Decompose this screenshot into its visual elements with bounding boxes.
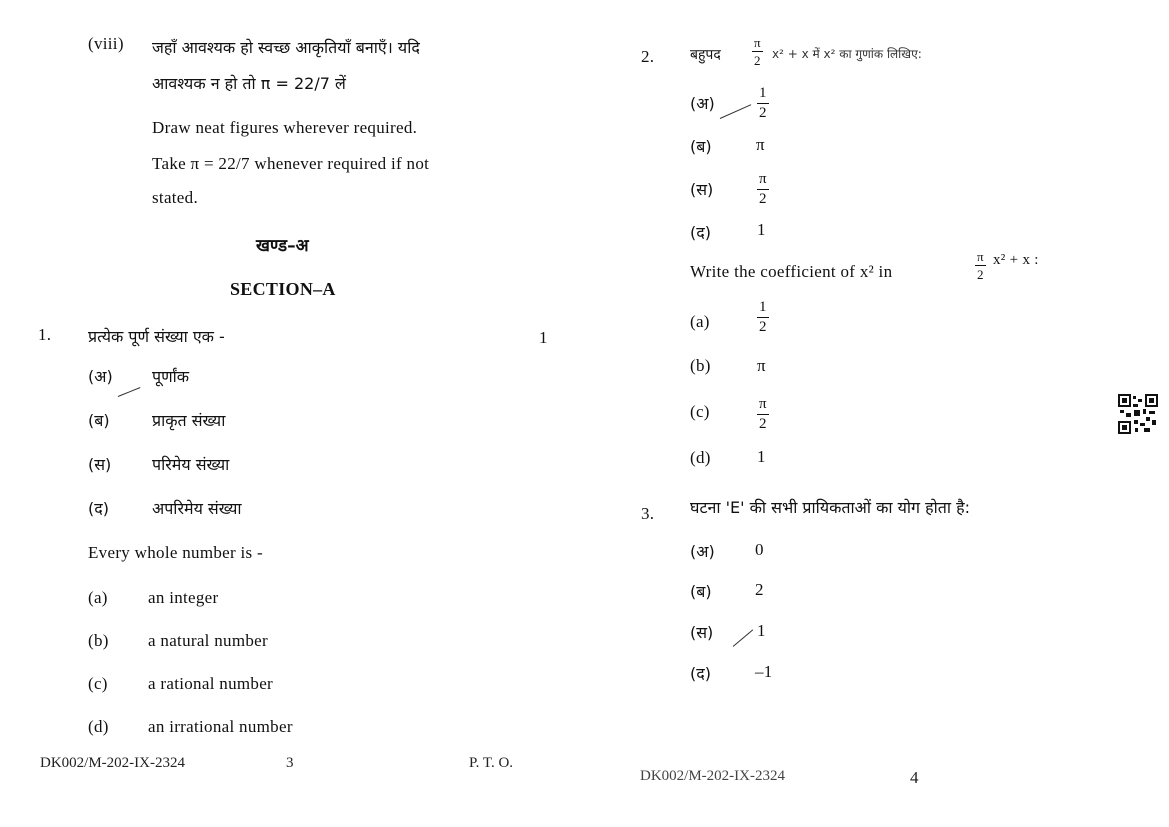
- q1-option-hindi-label: (द): [88, 499, 109, 518]
- footer-page-number: 4: [910, 768, 919, 787]
- q1-option-english-text: a natural number: [148, 631, 268, 650]
- q2-option-hindi-value: 1: [757, 220, 766, 239]
- q1-option-english-text: an integer: [148, 588, 219, 607]
- q2-hindi-prefix: बहुपद: [690, 47, 721, 63]
- fraction-denominator: 2: [754, 53, 761, 68]
- q2-fraction: [752, 36, 763, 67]
- q1-option-hindi-text: अपरिमेय संख्या: [152, 499, 242, 518]
- q1-marks: 1: [539, 328, 548, 347]
- q1-option-english-text: a rational number: [148, 674, 273, 693]
- footer-pto: P. T. O.: [469, 755, 514, 771]
- q2-option-hindi-label: (स): [690, 180, 714, 199]
- q1-option-hindi-label: (स): [88, 455, 112, 474]
- q3-option-label: (अ): [690, 542, 715, 561]
- fraction-denominator: 2: [759, 105, 767, 121]
- q3-number: 3.: [641, 504, 655, 523]
- section-title-english: SECTION–A: [230, 279, 336, 299]
- q3-option-value: –1: [755, 662, 773, 681]
- q3-option-value: 0: [755, 540, 764, 559]
- q3-option-value: 1: [757, 621, 766, 640]
- q1-number: 1.: [38, 325, 52, 344]
- fraction-denominator: 2: [977, 267, 984, 282]
- fraction-numerator: 1: [757, 86, 769, 104]
- fraction-numerator: π: [757, 172, 769, 190]
- fraction-numerator: π: [754, 35, 761, 50]
- q3-option-label: (स): [690, 623, 714, 642]
- q2-option-hindi-label: (ब): [690, 137, 712, 156]
- q1-option-hindi-label: (अ): [88, 367, 113, 386]
- fraction-numerator: π: [977, 249, 984, 264]
- instruction-english-line3: stated.: [152, 188, 199, 207]
- footer-code: DK002/M-202-IX-2324: [40, 755, 185, 771]
- footer-code: DK002/M-202-IX-2324: [640, 768, 785, 784]
- instruction-hindi-line2: आवश्यक न हो तो π = 22/7 लें: [152, 74, 346, 93]
- fraction-numerator: 1: [757, 300, 769, 318]
- q2-option-english-label: (b): [690, 356, 711, 375]
- q1-option-hindi-text: प्राकृत संख्या: [152, 411, 226, 430]
- q2-option-fraction: [757, 172, 769, 207]
- q2-option-english-label: (d): [690, 448, 711, 467]
- answer-tick-mark: [733, 629, 754, 646]
- instruction-number: (viii): [88, 34, 124, 53]
- q1-option-english-label: (a): [88, 588, 108, 607]
- q2-expression: x² + x में x² का गुणांक लिखिए:: [772, 47, 922, 61]
- q2-english-prefix: Write the coefficient of x² in: [690, 262, 893, 281]
- answer-tick-mark: [720, 104, 751, 119]
- q2-english-fraction: [975, 250, 986, 281]
- q2-option-fraction: [757, 86, 769, 121]
- fraction-denominator: 2: [759, 191, 767, 207]
- fraction-denominator: 2: [759, 319, 767, 335]
- q2-option-hindi-label: (अ): [690, 94, 715, 113]
- q2-option-hindi-label: (द): [690, 223, 711, 242]
- footer-page-number: 3: [286, 755, 294, 771]
- q1-option-english-label: (b): [88, 631, 109, 650]
- instruction-english-line2: Take π = 22/7 whenever required if not: [152, 154, 430, 173]
- instruction-hindi-line1: जहाँ आवश्यक हो स्वच्छ आकृतियाँ बनाएँ। यदि: [152, 38, 420, 57]
- answer-tick-mark: [118, 387, 141, 397]
- q3-hindi-text: घटना 'E' की सभी प्रायिकताओं का योग होता है:: [690, 498, 971, 517]
- q2-number: 2.: [641, 47, 655, 66]
- q3-option-label: (द): [690, 664, 711, 683]
- q1-option-hindi-text: पूर्णांक: [152, 367, 190, 386]
- section-title-hindi: खण्ड–अ: [256, 236, 309, 256]
- q2-option-english-label: (c): [690, 402, 710, 421]
- q1-option-english-text: an irrational number: [148, 717, 293, 736]
- q2-option-fraction: [757, 397, 769, 432]
- q2-option-english-value: 1: [757, 447, 766, 466]
- q1-option-english-label: (c): [88, 674, 108, 693]
- q3-option-label: (ब): [690, 582, 712, 601]
- q1-option-english-label: (d): [88, 717, 109, 736]
- fraction-denominator: 2: [759, 416, 767, 432]
- q3-option-value: 2: [755, 580, 764, 599]
- q1-english-text: Every whole number is -: [88, 543, 263, 562]
- q1-option-hindi-label: (ब): [88, 411, 110, 430]
- q2-option-hindi-value: π: [756, 135, 765, 154]
- instruction-english-line1: Draw neat figures wherever required.: [152, 118, 418, 137]
- q2-option-english-value: π: [757, 356, 766, 375]
- qr-code-icon: [1118, 394, 1158, 434]
- q2-english-expression: x² + x :: [993, 252, 1039, 268]
- q2-option-english-label: (a): [690, 312, 710, 331]
- q1-hindi-text: प्रत्येक पूर्ण संख्या एक -: [88, 327, 225, 346]
- q2-option-fraction: [757, 300, 769, 335]
- fraction-numerator: π: [757, 397, 769, 415]
- q1-option-hindi-text: परिमेय संख्या: [152, 455, 230, 474]
